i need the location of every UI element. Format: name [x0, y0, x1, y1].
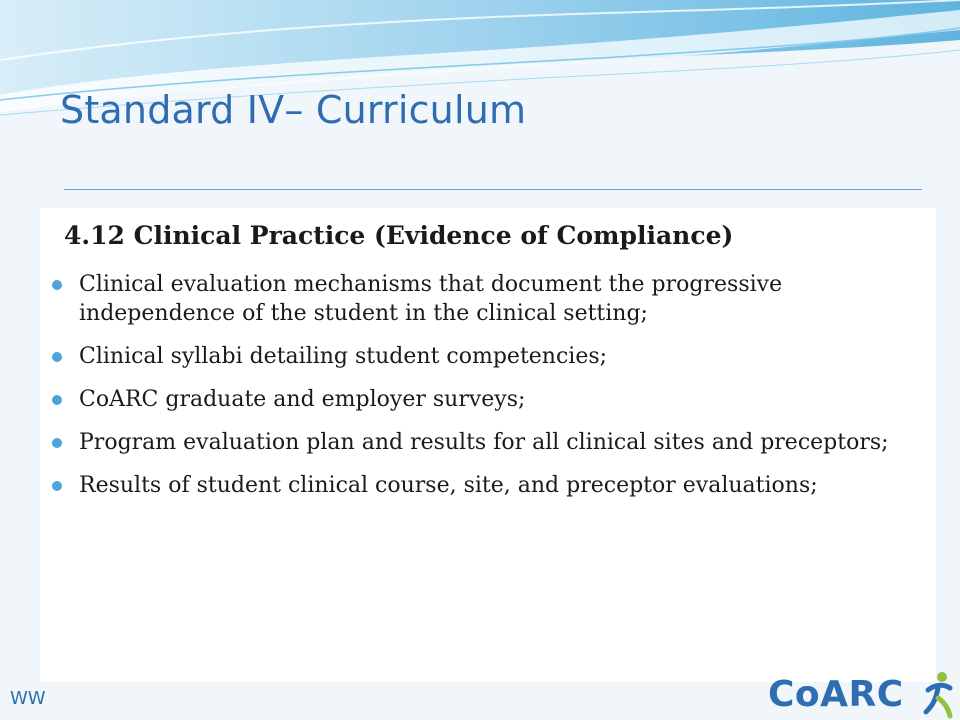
bullet-icon	[52, 280, 62, 290]
list-item	[52, 342, 912, 371]
bullet-icon	[52, 438, 62, 448]
bullet-icon	[52, 395, 62, 405]
bullet-text: Clinical evaluation mechanisms that document the progressive independence of the student in the clinical setting;	[79, 272, 783, 326]
list-item	[52, 471, 912, 500]
bullet-text: Results of student clinical course, site, and preceptor evaluations;	[79, 473, 818, 498]
list-item	[52, 385, 912, 414]
bullet-icon	[52, 481, 62, 491]
bullet-text: CoARC graduate and employer surveys;	[79, 387, 526, 412]
list-item	[52, 428, 912, 457]
bullet-list	[52, 270, 912, 514]
footer-url-fragment: WW	[10, 688, 46, 709]
logo-text: CoARC	[768, 674, 904, 715]
bullet-icon	[52, 352, 62, 362]
section-heading: 4.12 Clinical Practice (Evidence of Compliance)	[64, 221, 734, 250]
list-item	[52, 270, 912, 328]
coarc-logo	[768, 668, 958, 720]
bullet-text: Program evaluation plan and results for all clinical sites and preceptors;	[79, 430, 889, 455]
bullet-text: Clinical syllabi detailing student competencies;	[79, 344, 608, 369]
running-person-icon	[918, 668, 958, 720]
title-divider	[64, 189, 922, 190]
slide-title: Standard IV– Curriculum	[60, 88, 527, 132]
